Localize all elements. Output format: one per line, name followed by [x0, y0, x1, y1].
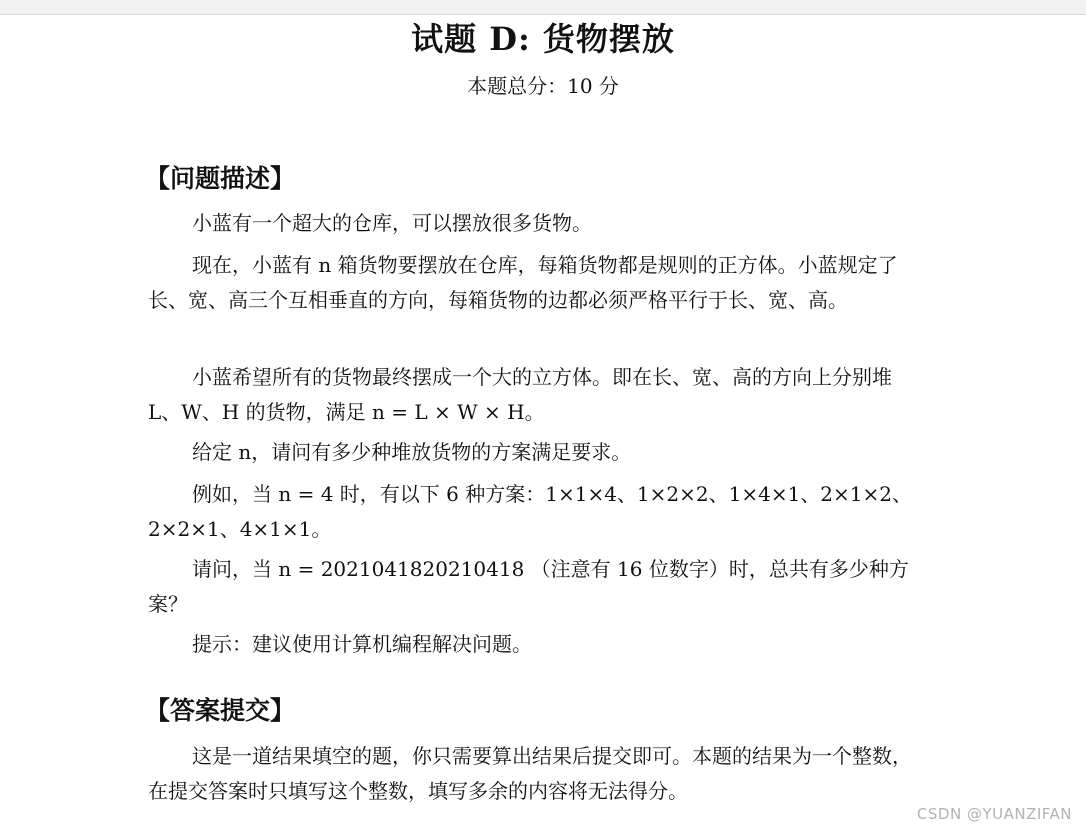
problem-paragraph: 提示：建议使用计算机编程解决问题。: [192, 632, 532, 656]
problem-paragraph: 请问，当 n = 2021041820210418 （注意有 16 位数字）时，总共有多少种方案？: [148, 557, 909, 616]
answer-submission-heading: 【答案提交】: [145, 696, 296, 725]
problem-paragraph: 现在，小蓝有 n 箱货物要摆放在仓库，每箱货物都是规则的正方体。小蓝规定了长、宽、高三个互相垂直的方向，每箱货物的边都必须严格平行于长、宽、高。: [148, 253, 898, 312]
top-toolbar-strip: [0, 0, 1086, 15]
problem-paragraph: 小蓝希望所有的货物最终摆成一个大的立方体。即在长、宽、高的方向上分别堆 L、W、H 的货物，满足 n = L × W × H。: [148, 365, 892, 424]
problem-paragraph: 给定 n，请问有多少种堆放货物的方案满足要求。: [192, 440, 632, 464]
score-line: 本题总分：10 分: [467, 74, 619, 98]
page-title: 试题 D: 货物摆放: [411, 20, 675, 58]
problem-description-heading: 【问题描述】: [145, 164, 296, 193]
watermark: CSDN @YUANZIFAN: [916, 805, 1072, 823]
answer-paragraph: 这是一道结果填空的题，你只需要算出结果后提交即可。本题的结果为一个整数，在提交答案时只填写这个整数，填写多余的内容将无法得分。: [148, 744, 912, 803]
problem-paragraph: 小蓝有一个超大的仓库，可以摆放很多货物。: [192, 211, 592, 235]
problem-paragraph: 例如，当 n = 4 时，有以下 6 种方案：1×1×4、1×2×2、1×4×1、2×1×2、2×2×1、4×1×1。: [148, 482, 912, 541]
